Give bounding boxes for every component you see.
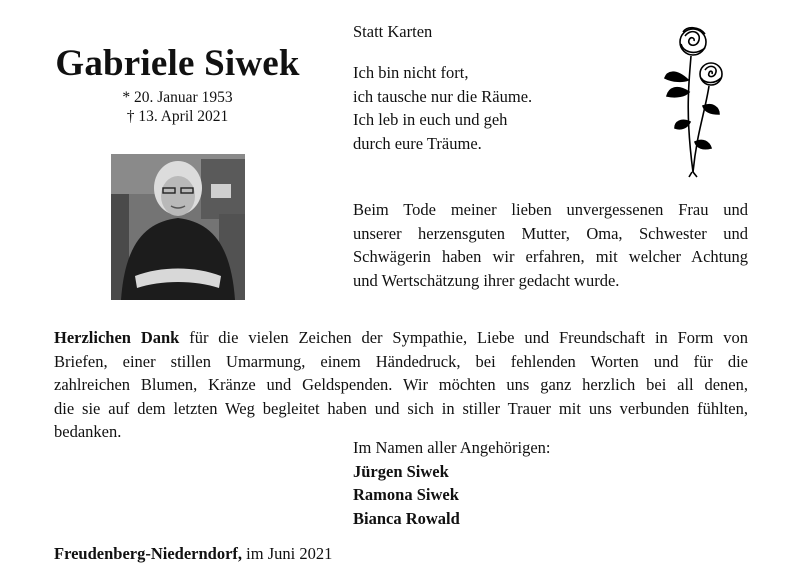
poem-line: ich tausche nur die Räume.: [353, 86, 533, 106]
place-date-line: [54, 544, 332, 564]
thanks-line: bedanken.: [54, 422, 122, 441]
death-date: † 13. April 2021: [126, 108, 229, 125]
signatory: Jürgen Siwek: [353, 461, 449, 481]
thanks-line: Briefen, einer stillen Umarmung, einem Händedruck, bei fehlenden Worten und für die: [54, 351, 748, 371]
thanks-line: Herzlichen Dank für die vielen Zeichen der Sympathie, Liebe und Freundschaft in Form von: [54, 328, 748, 347]
signatory: Ramona Siwek: [353, 485, 459, 504]
intro-line: unserer herzensguten Mutter, Oma, Schwester und: [353, 223, 748, 243]
deceased-name: Gabriele Siwek: [55, 43, 300, 84]
poem-line: durch eure Träume.: [353, 133, 482, 153]
statt-karten-label: Statt Karten: [353, 22, 433, 41]
birth-date: * 20. Januar 1953: [122, 89, 233, 106]
rose-illustration: [655, 22, 725, 178]
signatory: Bianca Rowald: [353, 508, 460, 528]
thanks-heading: Herzlichen Dank: [54, 328, 180, 347]
thanks-paragraph: [54, 326, 748, 444]
intro-paragraph: [353, 198, 748, 292]
signature-block: [353, 436, 550, 530]
intro-line: Schwägerin haben wir erfahren, mit welcher Achtung: [353, 247, 748, 266]
poem-line: Ich bin nicht fort,: [353, 63, 469, 82]
date: im Juni 2021: [242, 544, 333, 563]
poem-line: Ich leb in euch und geh: [353, 110, 508, 129]
place: Freudenberg-Niederndorf,: [54, 544, 243, 563]
thanks-line: zahlreichen Blumen, Kränze und Geldspenden. Wir möchten uns ganz herzlich bei all denen,: [54, 375, 748, 394]
portrait-photo: [111, 154, 245, 300]
intro-line: Beim Tode meiner lieben unvergessenen Frau und: [353, 200, 748, 219]
closing-intro: Im Namen aller Angehörigen:: [353, 438, 551, 457]
poem: [353, 61, 532, 155]
intro-line: und Wertschätzung ihrer gedacht wurde.: [353, 270, 620, 290]
thanks-line: die sie auf dem letzten Weg begleitet haben und sich in stiller Trauer mit uns verbunden fühlten,: [54, 398, 748, 418]
